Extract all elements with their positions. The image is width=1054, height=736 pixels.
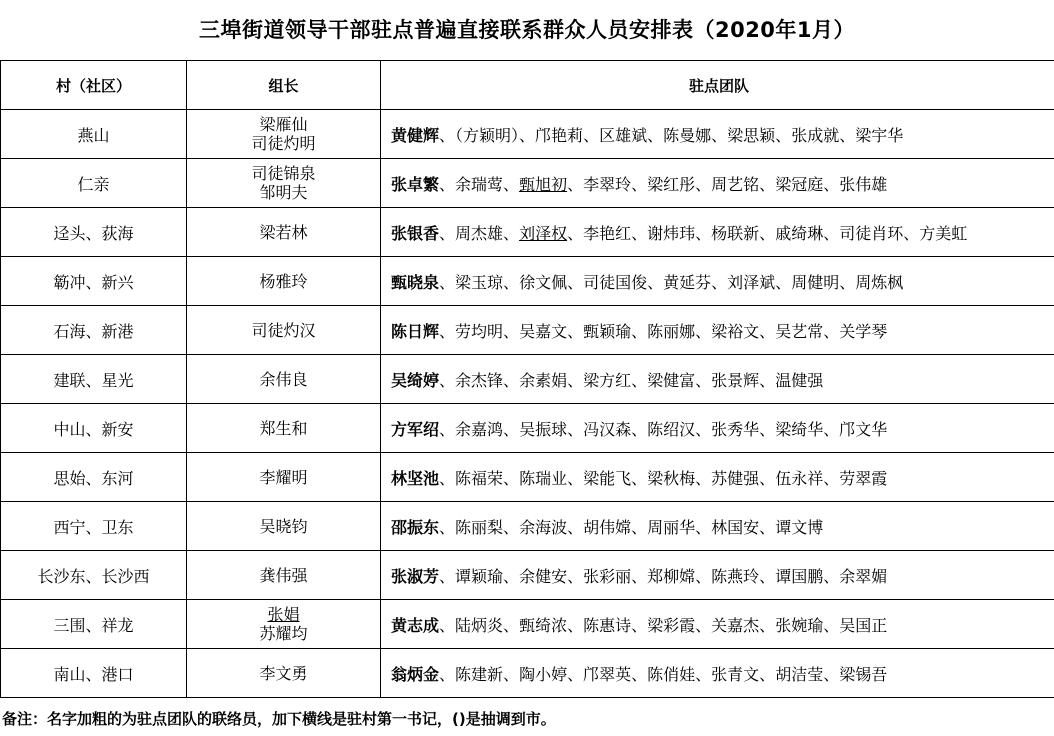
name-separator: 、 (631, 664, 648, 684)
name-separator: 、 (839, 272, 856, 292)
team-member: 陈瑞业 (519, 468, 568, 488)
leader-name: 杨雅玲 (259, 271, 308, 291)
table-row (1, 502, 1054, 551)
team-member: 劳均明 (455, 321, 504, 341)
name-separator: 、 (631, 517, 648, 537)
team-member: 戚绮琳 (775, 223, 824, 243)
village-cell: 迳头、荻海 (1, 208, 187, 257)
village-cell: 南山、港口 (1, 649, 187, 698)
team-liaison: 黄志成 (391, 615, 440, 635)
page-title: 三埠街道领导干部驻点普遍直接联系群众人员安排表（2020年1月） (198, 18, 856, 42)
name-separator: 、 (503, 468, 520, 488)
leader-cell (187, 649, 381, 698)
name-separator: 、 (631, 370, 648, 390)
name-separator: 、 (439, 223, 456, 243)
leader-cell (187, 502, 381, 551)
name-separator: 、 (567, 174, 584, 194)
village-cell: 建联、星光 (1, 355, 187, 404)
team-member: 余翠媚 (839, 566, 888, 586)
leader-name: 苏耀均 (259, 624, 308, 643)
name-separator: 、 (631, 566, 648, 586)
name-separator: 、 (503, 566, 520, 586)
name-separator: 、 (775, 125, 792, 145)
name-separator: 、 (759, 419, 776, 439)
team-member: 梁绮华 (775, 419, 824, 439)
leader-name: 张娼 (267, 605, 300, 624)
team-member: 陈绍汉 (647, 419, 696, 439)
team-liaison: 翁炳金 (391, 664, 440, 684)
team-cell (381, 404, 1054, 453)
name-separator: 、 (567, 468, 584, 488)
name-separator: 、 (503, 517, 520, 537)
team-member: 吴嘉文 (519, 321, 568, 341)
village-cell: 簕冲、新兴 (1, 257, 187, 306)
name-separator: 、 (631, 615, 648, 635)
team-liaison: 张卓繁 (391, 174, 440, 194)
name-separator: 、 (583, 125, 600, 145)
name-separator: 、 (503, 370, 520, 390)
name-separator: 、 (631, 468, 648, 488)
name-separator: 、 (823, 468, 840, 488)
name-separator: 、 (439, 566, 456, 586)
village-cell: 仁亲 (1, 159, 187, 208)
team-member: 李艳红 (583, 223, 632, 243)
name-separator: 、 (567, 517, 584, 537)
team-cell (381, 453, 1054, 502)
name-separator: 、 (503, 419, 520, 439)
team-member: 陈曼娜 (663, 125, 712, 145)
team-liaison: 方军绍 (391, 419, 440, 439)
team-member: 伍永祥 (775, 468, 824, 488)
name-separator: 、 (439, 517, 456, 537)
village-cell: 燕山 (1, 110, 187, 159)
name-separator: 、 (567, 566, 584, 586)
name-separator: 、 (759, 664, 776, 684)
team-member: 刘泽斌 (727, 272, 776, 292)
team-cell (381, 159, 1054, 208)
team-member: 邝翠英 (583, 664, 632, 684)
team-member: 陈燕玲 (711, 566, 760, 586)
team-member: 郑柳嫦 (647, 566, 696, 586)
footnote: 备注：名字加粗的为驻点团队的联络员，加下横线是驻村第一书记，()是抽调到市。 (2, 710, 556, 728)
name-separator: 、 (759, 615, 776, 635)
name-separator: 、 (567, 615, 584, 635)
team-cell (381, 649, 1054, 698)
name-separator: 、 (647, 272, 664, 292)
leader-cell (187, 453, 381, 502)
leader-cell (187, 306, 381, 355)
team-member: 梁思颖 (727, 125, 776, 145)
leader-cell (187, 551, 381, 600)
name-separator: 、 (823, 321, 840, 341)
team-liaison: 张淑芳 (391, 566, 440, 586)
name-separator: 、 (695, 517, 712, 537)
team-cell (381, 306, 1054, 355)
team-member: 陈丽梨 (455, 517, 504, 537)
name-separator: 、 (567, 321, 584, 341)
team-member: 甄绮浓 (519, 615, 568, 635)
leader-cell (187, 404, 381, 453)
name-separator: 、 (759, 223, 776, 243)
team-member: 徐文佩 (519, 272, 568, 292)
name-separator: 、 (567, 664, 584, 684)
team-member: 周炼枫 (855, 272, 904, 292)
team-member: 李翠玲 (583, 174, 632, 194)
team-liaison: 林坚池 (391, 468, 440, 488)
table-row (1, 355, 1054, 404)
team-member: 林国安 (711, 517, 760, 537)
header-village: 村（社区） (1, 61, 187, 110)
team-member: 吴振球 (519, 419, 568, 439)
name-separator: 、 (567, 419, 584, 439)
name-separator: 、 (503, 272, 520, 292)
name-separator: 、 (439, 419, 456, 439)
team-member: 张青文 (711, 664, 760, 684)
leader-name: 余伟良 (259, 369, 308, 389)
name-separator: 、 (695, 664, 712, 684)
leader-cell (187, 600, 381, 649)
table-row (1, 600, 1054, 649)
team-member: 张彩丽 (583, 566, 632, 586)
team-cell (381, 551, 1054, 600)
name-separator: 、 (695, 321, 712, 341)
table-row (1, 306, 1054, 355)
team-member: 刘泽权 (519, 223, 568, 243)
name-separator: 、 (823, 223, 840, 243)
name-separator: 、 (839, 125, 856, 145)
leader-cell (187, 208, 381, 257)
team-member: 余海波 (519, 517, 568, 537)
team-member: 张伟雄 (839, 174, 888, 194)
name-separator: 、 (695, 615, 712, 635)
leader-cell (187, 159, 381, 208)
village-cell: 长沙东、长沙西 (1, 551, 187, 600)
village-cell: 思始、东河 (1, 453, 187, 502)
team-member: 梁红彤 (647, 174, 696, 194)
leader-cell (187, 110, 381, 159)
name-separator: 、 (567, 272, 584, 292)
name-separator: 、 (631, 419, 648, 439)
name-separator: 、 (439, 468, 456, 488)
name-separator: 、 (631, 223, 648, 243)
team-member: 谢炜玮 (647, 223, 696, 243)
name-separator: 、 (759, 321, 776, 341)
name-separator: 、 (695, 370, 712, 390)
team-member: 甄旭初 (519, 174, 568, 194)
team-member: 梁玉琼 (455, 272, 504, 292)
name-separator: 、 (823, 419, 840, 439)
team-member: 余嘉鸿 (455, 419, 504, 439)
team-member: 区雄斌 (599, 125, 648, 145)
team-cell (381, 600, 1054, 649)
leader-name: 梁雁仙 (259, 115, 308, 134)
name-separator: 、 (439, 272, 456, 292)
team-member: 周丽华 (647, 517, 696, 537)
table-body (1, 110, 1054, 698)
team-member: 吴艺常 (775, 321, 824, 341)
team-member: 余素娟 (519, 370, 568, 390)
village-cell: 三围、祥龙 (1, 600, 187, 649)
table-row (1, 649, 1054, 698)
leader-name: 梁若林 (259, 222, 308, 242)
team-liaison: 黄健辉 (391, 125, 440, 145)
team-cell (381, 208, 1054, 257)
team-member: 周杰雄 (455, 223, 504, 243)
team-member: 梁方红 (583, 370, 632, 390)
leader-name: 李文勇 (259, 663, 308, 683)
team-member: 梁能飞 (583, 468, 632, 488)
team-member: 陈福荣 (455, 468, 504, 488)
name-separator: 、 (567, 223, 584, 243)
team-liaison: 陈日辉 (391, 321, 440, 341)
name-separator: 、 (695, 223, 712, 243)
team-member: 司徒肖环 (839, 223, 904, 243)
name-separator: 、 (695, 419, 712, 439)
name-separator: 、 (759, 566, 776, 586)
name-separator: 、 (503, 321, 520, 341)
team-member: 陈丽娜 (647, 321, 696, 341)
name-separator: 、 (695, 566, 712, 586)
name-separator: 、 (647, 125, 664, 145)
village-cell: 西宁、卫东 (1, 502, 187, 551)
team-member: 邝文华 (839, 419, 888, 439)
team-member: 关学琴 (839, 321, 888, 341)
team-member: （方颖明） (455, 125, 520, 145)
name-separator: 、 (567, 370, 584, 390)
name-separator: 、 (711, 272, 728, 292)
team-member: 黄延芬 (663, 272, 712, 292)
name-separator: 、 (439, 664, 456, 684)
table-row (1, 110, 1054, 159)
name-separator: 、 (503, 174, 520, 194)
leader-name: 司徒锦泉 (251, 164, 316, 183)
name-separator: 、 (759, 370, 776, 390)
team-member: 周艺铭 (711, 174, 760, 194)
team-member: 吴国正 (839, 615, 888, 635)
team-member: 苏健强 (711, 468, 760, 488)
name-separator: 、 (503, 664, 520, 684)
team-member: 余健安 (519, 566, 568, 586)
table-row (1, 257, 1054, 306)
team-member: 陈建新 (455, 664, 504, 684)
leader-name: 邹明夫 (259, 183, 308, 202)
team-member: 胡洁莹 (775, 664, 824, 684)
team-member: 陆炳炎 (455, 615, 504, 635)
leader-name: 李耀明 (259, 467, 308, 487)
team-member: 劳翠霞 (839, 468, 888, 488)
team-member: 余杰锋 (455, 370, 504, 390)
name-separator: 、 (439, 615, 456, 635)
header-team: 驻点团队 (381, 61, 1054, 110)
team-member: 司徒国俊 (583, 272, 648, 292)
name-separator: 、 (823, 174, 840, 194)
name-separator: 、 (759, 517, 776, 537)
leader-name: 司徒灼明 (251, 134, 316, 153)
header-leader: 组长 (187, 61, 381, 110)
table-header-row (1, 61, 1054, 110)
name-separator: 、 (695, 468, 712, 488)
table-row (1, 208, 1054, 257)
team-member: 梁彩霞 (647, 615, 696, 635)
village-cell: 石海、新港 (1, 306, 187, 355)
team-member: 冯汉森 (583, 419, 632, 439)
name-separator: 、 (711, 125, 728, 145)
team-liaison: 甄晓泉 (391, 272, 440, 292)
team-member: 谭国鹏 (775, 566, 824, 586)
team-member: 方美虹 (919, 223, 968, 243)
leader-name: 龚伟强 (259, 565, 308, 585)
team-cell (381, 110, 1054, 159)
team-member: 杨联新 (711, 223, 760, 243)
team-member: 张景辉 (711, 370, 760, 390)
name-separator: 、 (439, 321, 456, 341)
assignment-table (0, 60, 1054, 698)
table-row (1, 551, 1054, 600)
table-row (1, 404, 1054, 453)
team-cell (381, 502, 1054, 551)
name-separator: 、 (823, 615, 840, 635)
team-member: 梁冠庭 (775, 174, 824, 194)
team-member: 陈惠诗 (583, 615, 632, 635)
name-separator: 、 (503, 615, 520, 635)
name-separator: 、 (823, 664, 840, 684)
name-separator: 、 (695, 174, 712, 194)
name-separator: 、 (631, 321, 648, 341)
name-separator: 、 (631, 174, 648, 194)
team-member: 关嘉杰 (711, 615, 760, 635)
team-member: 陈俏娃 (647, 664, 696, 684)
team-member: 张婉瑜 (775, 615, 824, 635)
team-member: 梁锡吾 (839, 664, 888, 684)
leader-name: 司徒灼汉 (251, 320, 316, 340)
name-separator: 、 (439, 174, 456, 194)
leader-name: 吴晓钧 (259, 516, 308, 536)
team-member: 谭文博 (775, 517, 824, 537)
table-row (1, 159, 1054, 208)
village-cell: 中山、新安 (1, 404, 187, 453)
name-separator: 、 (775, 272, 792, 292)
team-liaison: 邵振东 (391, 517, 440, 537)
team-member: 张秀华 (711, 419, 760, 439)
team-member: 梁裕文 (711, 321, 760, 341)
team-liaison: 吴绮婷 (391, 370, 440, 390)
table-row (1, 453, 1054, 502)
team-member: 甄颖瑜 (583, 321, 632, 341)
team-member: 梁宇华 (855, 125, 904, 145)
team-member: 谭颖瑜 (455, 566, 504, 586)
leader-name: 郑生和 (259, 418, 308, 438)
team-member: 梁秋梅 (647, 468, 696, 488)
name-separator: 、 (439, 370, 456, 390)
leader-cell (187, 355, 381, 404)
team-liaison: 张银香 (391, 223, 440, 243)
team-member: 温健强 (775, 370, 824, 390)
team-member: 梁健富 (647, 370, 696, 390)
name-separator: 、 (759, 468, 776, 488)
name-separator: 、 (759, 174, 776, 194)
team-cell (381, 355, 1054, 404)
name-separator: 、 (903, 223, 920, 243)
name-separator: 、 (503, 223, 520, 243)
name-separator: 、 (823, 566, 840, 586)
name-separator: 、 (519, 125, 536, 145)
team-member: 陶小婷 (519, 664, 568, 684)
team-member: 周健明 (791, 272, 840, 292)
team-member: 胡伟嫦 (583, 517, 632, 537)
team-member: 邝艳莉 (535, 125, 584, 145)
team-member: 余瑞莺 (455, 174, 504, 194)
leader-cell (187, 257, 381, 306)
name-separator: 、 (439, 125, 456, 145)
team-cell (381, 257, 1054, 306)
team-member: 张成就 (791, 125, 840, 145)
